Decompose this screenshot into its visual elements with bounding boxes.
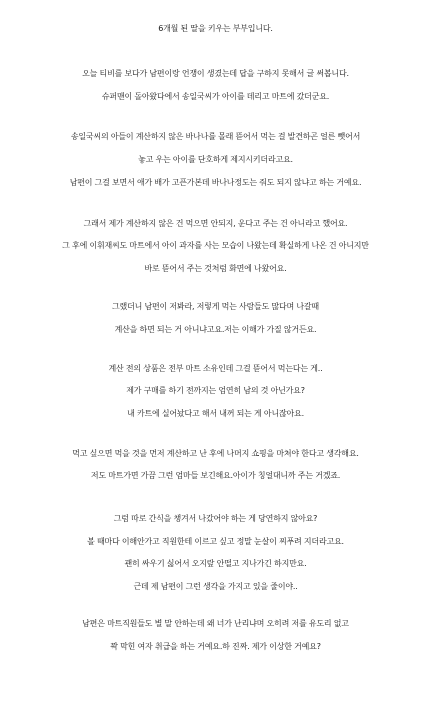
text-line: 송일국씨의 아들이 계산하지 않은 바나나를 몰래 뜯어서 먹는 걸 발견하곤 얼른 뺏어서	[70, 132, 361, 141]
text-line: 계산을 하면 되는 거 아니냐고요.저는 이해가 가질 않거든요.	[114, 325, 317, 334]
post-title-line: 6개월 된 딸을 키우는 부부입니다.	[158, 24, 273, 33]
text-line: 오늘 티비를 보다가 남편이랑 언쟁이 생겼는데 답을 구하지 못해서 글 써봅니다.	[82, 69, 349, 78]
text-line: 제가 구매를 하기 전까지는 엄연히 남의 것 아닌가요?	[126, 386, 305, 395]
text-line: 내 카트에 실어놨다고 해서 내꺼 되는 게 아니잖아요.	[127, 409, 304, 418]
text-line: 남편은 마트직원들도 별 말 안하는데 왜 너가 난리냐며 오히려 저를 유도리 없고	[82, 619, 349, 628]
text-line: 볼 때마다 이해안가고 직원한테 이르고 싶고 정말 눈살이 찌푸려 지더라고요.	[87, 537, 344, 546]
text-line: 남편이 그걸 보면서 애가 배가 고픈가본데 바나나정도는 줘도 되지 않냐고 하는 거예요.	[69, 178, 362, 187]
text-line: 그럼 따로 간식을 챙겨서 나갔어야 하는 게 당연하지 않아요?	[113, 514, 318, 523]
text-line: 바로 뜯어서 주는 것처럼 화면에 나왔어요.	[144, 264, 287, 273]
text-line: 슈퍼맨이 돌아왔다에서 송일국씨가 아이를 데리고 마트에 갔더군요.	[101, 92, 330, 101]
text-line: 그 후에 이휘재씨도 마트에서 아이 과자를 사는 모습이 나왔는데 확실하게 나온 건 아니지만	[62, 241, 369, 250]
text-line: 놓고 우는 아이를 단호하게 제지시키더라고요.	[138, 155, 293, 164]
text-line: 계산 전의 상품은 전부 마트 소유인데 그걸 뜯어서 먹는다는 게..	[108, 364, 323, 373]
text-line: 먹고 싶으면 먹을 것을 먼저 계산하고 난 후에 나머지 쇼핑을 마쳐야 한다고 생각해요.	[72, 449, 359, 458]
text-line: 저도 마트가면 가끔 그런 엄마들 보긴해요.아이가 칭얼대니까 주는 거겠죠.	[90, 471, 341, 480]
text-line: 꽉 막힌 여자 취급을 하는 거예요.하 진짜. 제가 이상한 거예요?	[110, 642, 321, 651]
text-line: 그래서 제가 계산하지 않은 건 먹으면 안되지, 운다고 주는 건 아니라고 했어요.	[83, 219, 348, 228]
text-line: 그랬더니 남편이 저봐라, 저렇게 먹는 사람들도 많다며 나갈때	[112, 302, 319, 311]
text-line: 괜히 싸우기 싫어서 오지랖 안떨고 지나가긴 하지만요.	[124, 559, 307, 568]
text-line: 근데 제 남편이 그런 생각을 가지고 있을 줄이야..	[133, 582, 298, 591]
